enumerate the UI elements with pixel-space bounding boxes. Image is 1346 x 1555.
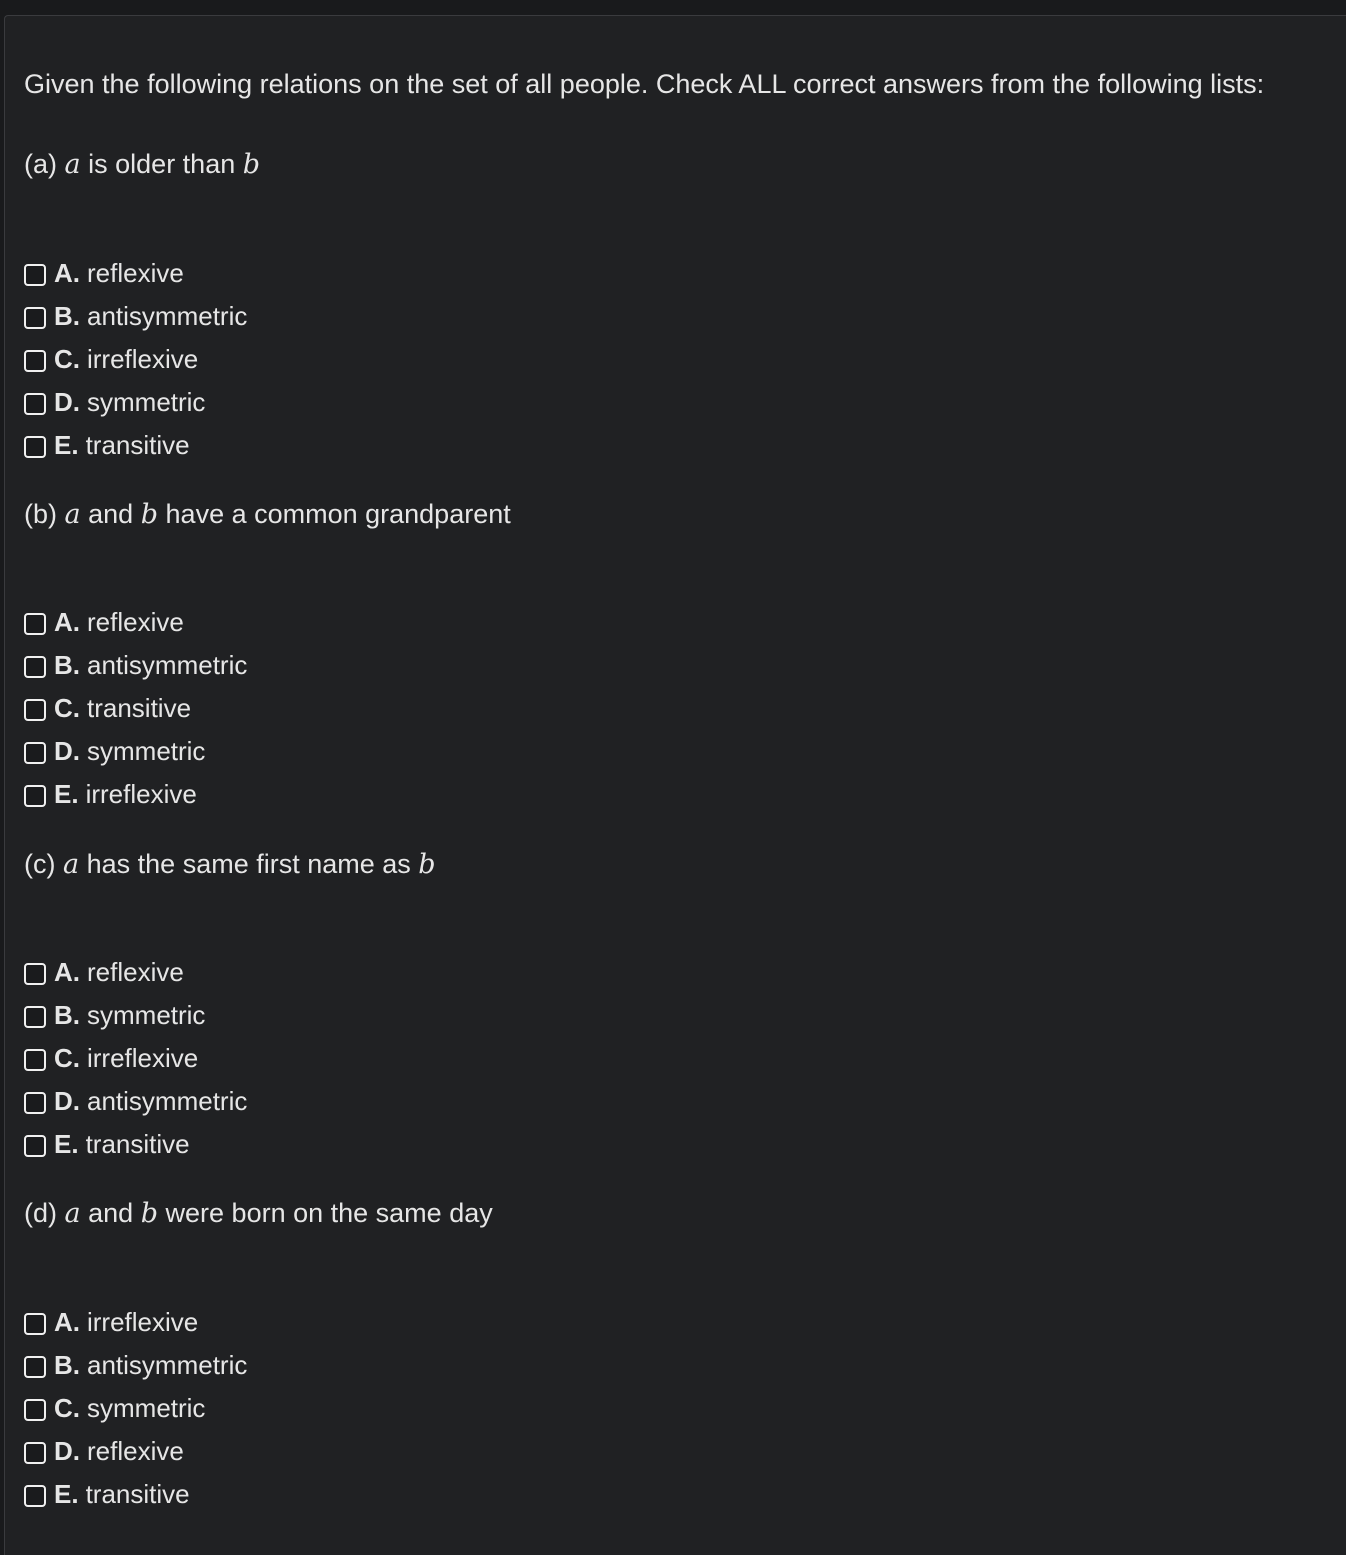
option-a-B[interactable] <box>24 295 247 338</box>
question-label: (d) <box>24 1198 57 1228</box>
option-letter: B. <box>54 1350 80 1380</box>
option-text: irreflexive <box>87 1307 199 1337</box>
checkbox[interactable] <box>24 1006 46 1028</box>
option-c-D[interactable] <box>24 1080 247 1123</box>
option-text: symmetric <box>87 736 206 766</box>
option-letter: C. <box>54 693 80 723</box>
relation-text: is older than <box>88 149 236 179</box>
option-text: transitive <box>85 430 190 460</box>
checkbox[interactable] <box>24 742 46 764</box>
option-letter: A. <box>54 258 80 288</box>
option-text: symmetric <box>87 1393 206 1423</box>
option-text: transitive <box>85 1129 190 1159</box>
option-a-E[interactable] <box>24 424 247 467</box>
checkbox[interactable] <box>24 613 46 635</box>
option-letter: B. <box>54 650 80 680</box>
question-a-prompt <box>24 146 260 183</box>
option-letter: D. <box>54 1086 80 1116</box>
option-text: symmetric <box>87 387 206 417</box>
question-intro: Given the following relations on the set of all people. Check ALL correct answers from the following lists: <box>24 69 1265 99</box>
checkbox[interactable] <box>24 656 46 678</box>
option-b-E[interactable] <box>24 773 247 816</box>
relation-text: and <box>88 499 134 529</box>
option-text: antisymmetric <box>87 650 248 680</box>
option-text: transitive <box>85 1479 190 1509</box>
option-text: irreflexive <box>87 344 199 374</box>
option-letter: E. <box>54 779 79 809</box>
variable-b: b <box>242 149 261 180</box>
checkbox[interactable] <box>24 1485 46 1507</box>
variable-a: a <box>63 849 80 880</box>
checkbox[interactable] <box>24 1135 46 1157</box>
option-a-C[interactable] <box>24 338 247 381</box>
option-letter: C. <box>54 1043 80 1073</box>
option-d-A[interactable] <box>24 1301 247 1344</box>
checkbox[interactable] <box>24 1399 46 1421</box>
option-d-B[interactable] <box>24 1344 247 1387</box>
variable-a: a <box>64 149 81 180</box>
checkbox[interactable] <box>24 963 46 985</box>
checkbox[interactable] <box>24 1356 46 1378</box>
option-letter: A. <box>54 1307 80 1337</box>
option-letter: D. <box>54 1436 80 1466</box>
checkbox[interactable] <box>24 1092 46 1114</box>
option-text: reflexive <box>87 607 184 637</box>
option-letter: C. <box>54 1393 80 1423</box>
option-letter: E. <box>54 1129 79 1159</box>
option-d-E[interactable] <box>24 1473 247 1516</box>
checkbox[interactable] <box>24 1049 46 1071</box>
relation-text-suffix: were born on the same day <box>165 1198 493 1228</box>
question-label: (b) <box>24 499 57 529</box>
question-c-prompt <box>24 846 436 883</box>
option-letter: A. <box>54 607 80 637</box>
option-c-E[interactable] <box>24 1123 247 1166</box>
option-text: antisymmetric <box>87 1350 248 1380</box>
checkbox[interactable] <box>24 436 46 458</box>
option-text: reflexive <box>87 957 184 987</box>
question-d-options <box>24 1301 247 1516</box>
option-c-C[interactable] <box>24 1037 247 1080</box>
option-letter: D. <box>54 736 80 766</box>
question-label: (c) <box>24 849 56 879</box>
checkbox[interactable] <box>24 350 46 372</box>
variable-b: b <box>140 499 159 530</box>
checkbox[interactable] <box>24 1442 46 1464</box>
option-c-A[interactable] <box>24 951 247 994</box>
option-text: antisymmetric <box>87 301 248 331</box>
option-b-A[interactable] <box>24 601 247 644</box>
question-d-prompt <box>24 1195 493 1232</box>
option-a-A[interactable] <box>24 252 247 295</box>
option-letter: A. <box>54 957 80 987</box>
option-c-B[interactable] <box>24 994 247 1037</box>
question-b-prompt <box>24 496 511 533</box>
question-label: (a) <box>24 149 57 179</box>
checkbox[interactable] <box>24 393 46 415</box>
variable-b: b <box>140 1198 159 1229</box>
relation-text: has the same first name as <box>86 849 411 879</box>
option-letter: B. <box>54 1000 80 1030</box>
checkbox[interactable] <box>24 264 46 286</box>
option-text: transitive <box>87 693 192 723</box>
option-a-D[interactable] <box>24 381 247 424</box>
option-b-D[interactable] <box>24 730 247 773</box>
question-a-options <box>24 252 247 467</box>
question-panel <box>4 15 1346 1555</box>
option-text: reflexive <box>87 258 184 288</box>
option-letter: E. <box>54 1479 79 1509</box>
variable-b: b <box>418 849 436 880</box>
option-text: antisymmetric <box>87 1086 248 1116</box>
option-letter: B. <box>54 301 80 331</box>
checkbox[interactable] <box>24 1313 46 1335</box>
question-b-options <box>24 601 247 816</box>
checkbox[interactable] <box>24 785 46 807</box>
option-text: symmetric <box>87 1000 206 1030</box>
option-b-B[interactable] <box>24 644 247 687</box>
option-letter: D. <box>54 387 80 417</box>
variable-a: a <box>64 1198 81 1229</box>
option-letter: E. <box>54 430 79 460</box>
relation-text-suffix: have a common grandparent <box>165 499 511 529</box>
option-text: irreflexive <box>85 779 197 809</box>
option-d-D[interactable] <box>24 1430 247 1473</box>
option-text: irreflexive <box>87 1043 199 1073</box>
option-letter: C. <box>54 344 80 374</box>
question-c-options <box>24 951 247 1166</box>
checkbox[interactable] <box>24 699 46 721</box>
checkbox[interactable] <box>24 307 46 329</box>
variable-a: a <box>64 499 81 530</box>
option-d-C[interactable] <box>24 1387 247 1430</box>
option-b-C[interactable] <box>24 687 247 730</box>
option-text: reflexive <box>87 1436 184 1466</box>
relation-text: and <box>88 1198 134 1228</box>
